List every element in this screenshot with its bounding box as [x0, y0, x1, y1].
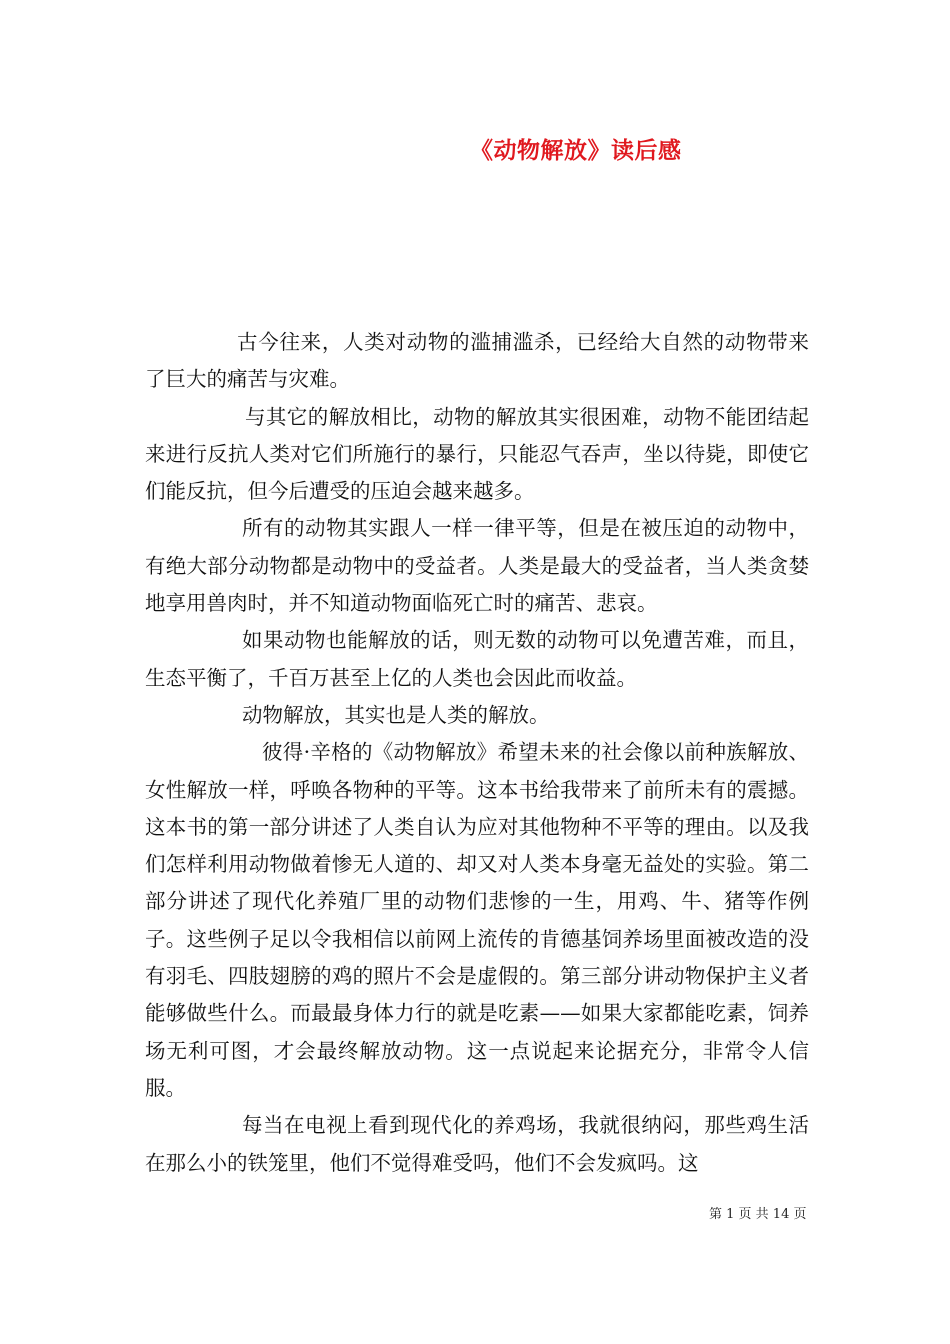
paragraph-4: 如果动物也能解放的话，则无数的动物可以免遭苦难，而且，生态平衡了，千百万甚至上亿的人类也会因此而收益。 — [145, 628, 809, 690]
paragraph-6: 彼得·辛格的《动物解放》希望未来的社会像以前种族解放、女性解放一样，呼唤各物种的平等。这本书给我带来了前所未有的震撼。这本书的第一部分讲述了人类自认为应对其他物种不平等的理由。以及我们怎样利用动物做着惨无人道的、却又对人类本身毫无益处的实验。第二部分讲述了现代化养殖厂里的动物们悲惨的一生，用鸡、牛、猪等作例子。这些例子足以令我相信以前网上流传的肯德基饲养场里面被改造的没有羽毛、四肢翅膀的鸡的照片不会是虚假的。第三部分讲动物保护主义者能够做些什么。而最最身体力行的就是吃素——如果大家都能吃素，饲养场无利可图，才会最终解放动物。这一点说起来论据充分，非常令人信服。 — [145, 740, 809, 1100]
paragraph-7: 每当在电视上看到现代化的养鸡场，我就很纳闷，那些鸡生活在那么小的铁笼里，他们不觉得难受吗，他们不会发疯吗。这 — [145, 1113, 809, 1175]
document-body — [145, 324, 809, 1182]
paragraph-3: 所有的动物其实跟人一样一律平等，但是在被压迫的动物中，有绝大部分动物都是动物中的受益者。人类是最大的受益者，当人类贪婪地享用兽肉时，并不知道动物面临死亡时的痛苦、悲哀。 — [145, 516, 809, 616]
paragraph-2: 与其它的解放相比，动物的解放其实很困难，动物不能团结起来进行反抗人类对它们所施行的暴行，只能忍气吞声，坐以待毙，即使它们能反抗，但今后遭受的压迫会越来越多。 — [145, 404, 809, 504]
document-title: 《动物解放》读后感 — [470, 137, 682, 164]
paragraph-1: 古今往来，人类对动物的滥捕滥杀，已经给大自然的动物带来了巨大的痛苦与灾难。 — [145, 330, 809, 392]
page-number-footer: 第 1 页 共 14 页 — [709, 1207, 807, 1222]
paragraph-5: 动物解放，其实也是人类的解放。 — [242, 702, 550, 727]
